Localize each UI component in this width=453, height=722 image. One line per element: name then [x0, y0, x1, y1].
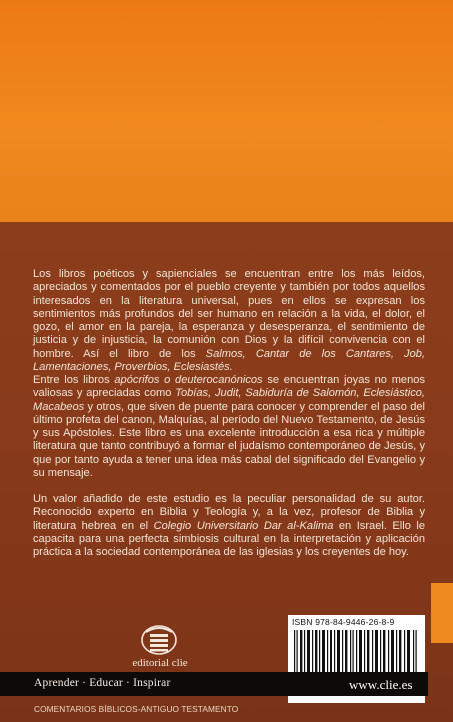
publisher-slogan: Aprender · Educar · Inspirar: [34, 677, 171, 689]
blurb-paragraph-1: [33, 268, 425, 374]
series-footer: COMENTARIOS BÍBLICOS-ANTIGUO TESTAMENTO: [34, 704, 239, 714]
para3-text-b: en Israel. Ello le capacita para una perfecta simbiosis cultural en la interpretación y aplicación práctica a la sociedad contemporánea de las iglesias y los creyentes de hoy.: [33, 519, 425, 558]
para2-text-b: se encuentran joyas no menos valiosas y apreciadas como: [33, 374, 425, 400]
orange-side-tab: [431, 583, 453, 643]
para2-italic-books: Tobías, Judit, Sabiduría de Salomón, Eclesiástico, Macabeos: [33, 387, 426, 413]
para3-text-a: Un valor añadido de este estudio es la peculiar personalidad de su autor. Reconocido experto en Biblia y Teología y, a la vez, profesor de Biblia y literatura hebrea en el: [33, 493, 425, 532]
para2-text-c: y otros, que siven de puente para conocer y comprender el paso del último profeta del canon, Malquías, al período del Nuevo Testamento, de Jesús y sus Apóstoles. Este libro es una excelente introducción a esa rica y múltiple literatura que tanto contribuyó a formar el judaísmo contemporáneo de Jesús, y que por tanto ayuda a tener una idea más cabal del significado del Evangelio y su mensaje.: [33, 400, 425, 479]
blurb-paragraph-2: [33, 374, 425, 480]
publisher-website-link[interactable]: www.clie.es: [345, 676, 416, 694]
top-orange-band: [0, 0, 453, 222]
isbn-label: ISBN 978-84-9446-26-8-9: [292, 617, 395, 627]
para1-text-a: Los libros poéticos y sapienciales se encuentran entre los más leídos, apreciados y comentados por el pueblo creyente y también por todos aquellos interesados en la literatura universal, pues en ellos se expresan los sentimientos más profundos del ser humano en relación a la vida, el dolor, el gozo, el amor en la pareja, la esperanza y desesperanza, el sentimiento de justicia y de injusticia, la comunión con Dios y la difícil convivencia con el hombre. Así el libro de los: [33, 268, 425, 360]
publisher-name: editorial clie: [132, 657, 188, 669]
para2-italic-apocrypha: apócrifos o deuterocanónicos: [114, 374, 263, 386]
clie-logo-icon: [140, 620, 178, 656]
blurb-paragraph-3: [33, 493, 425, 559]
para3-italic-college: Colegio Universitario Dar al-Kalima: [153, 519, 334, 532]
para2-text-a: Entre los libros: [33, 374, 115, 386]
para1-italic-books: Salmos, Cantar de los Cantares, Job, Lamentaciones, Proverbios, Eclesiastés.: [33, 347, 425, 373]
back-cover-blurb: [33, 268, 425, 559]
